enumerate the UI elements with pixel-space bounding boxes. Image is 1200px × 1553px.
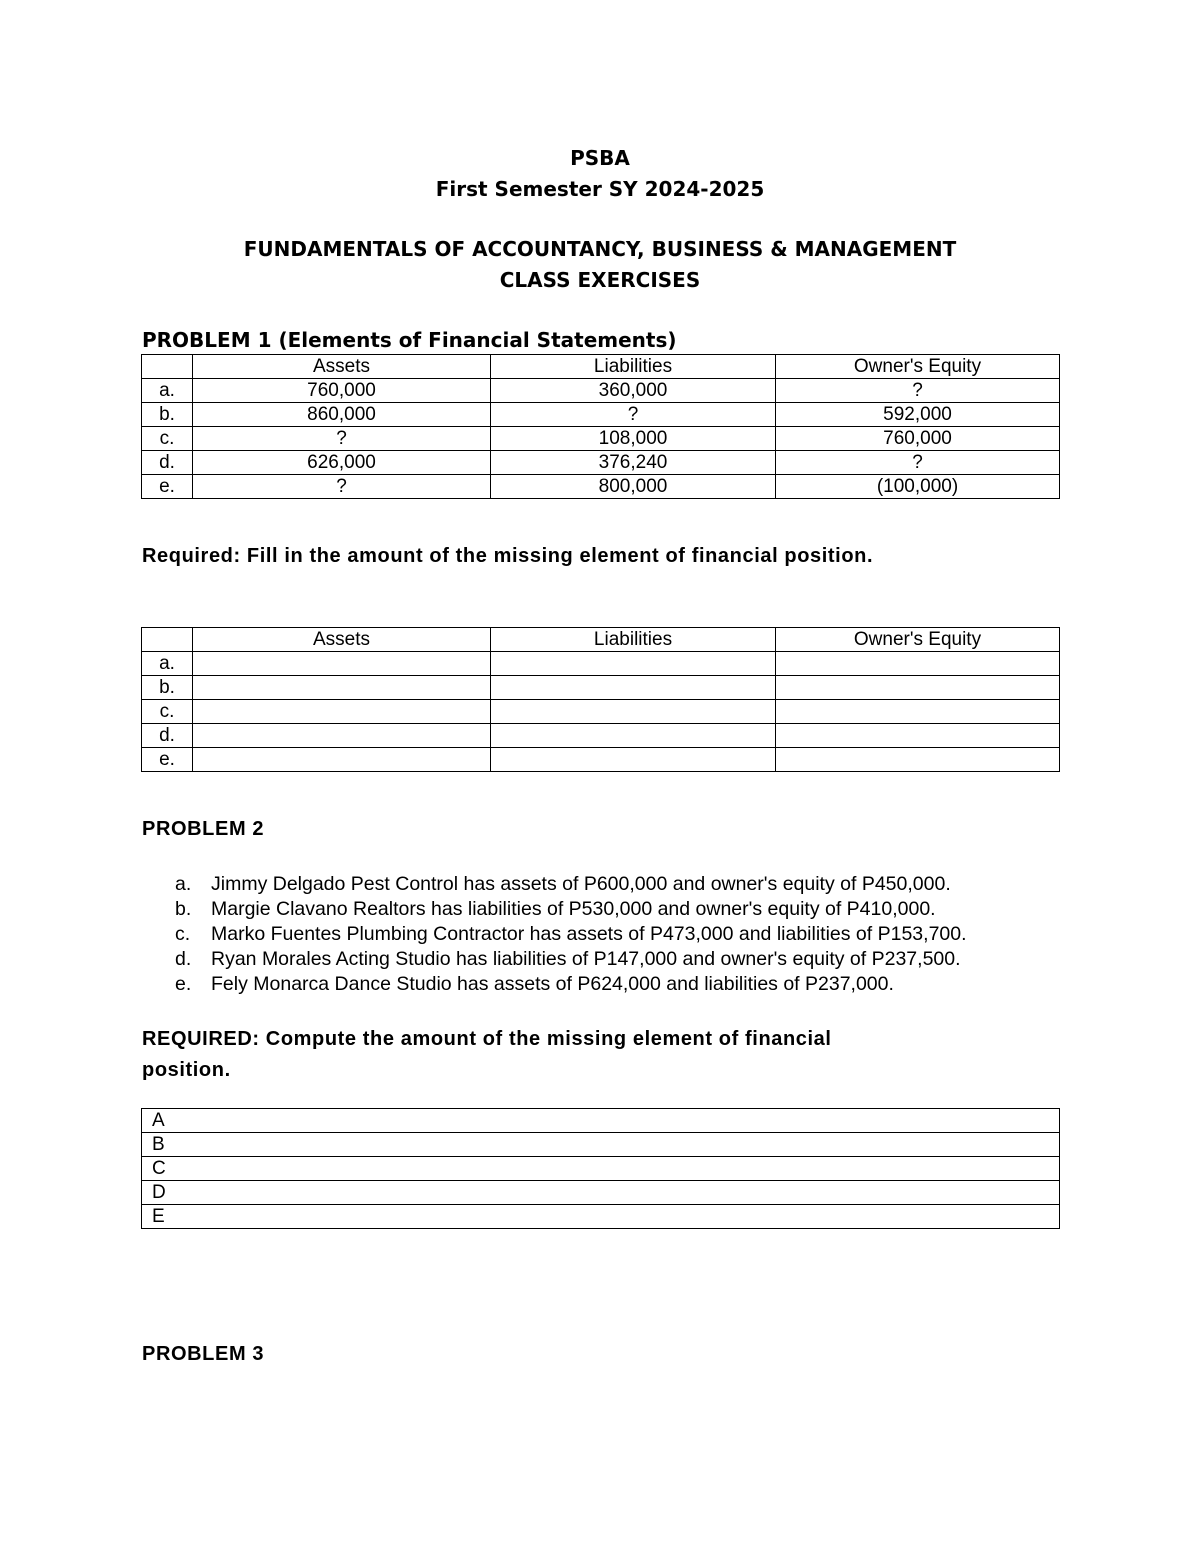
- course-title: FUNDAMENTALS OF ACCOUNTANCY, BUSINESS & MANAGEMENT: [243, 237, 957, 261]
- assets-cell: ?: [193, 475, 491, 499]
- table-row: [142, 1157, 1060, 1181]
- problem1-required: Required: Fill in the amount of the missing element of financial position.: [142, 545, 874, 567]
- answer-row-label[interactable]: C: [142, 1157, 1060, 1181]
- assets-answer-cell[interactable]: [193, 748, 491, 772]
- column-header-liabilities: Liabilities: [491, 355, 776, 379]
- liabilities-cell: 108,000: [491, 427, 776, 451]
- row-label: b.: [142, 676, 193, 700]
- equity-cell: 760,000: [776, 427, 1060, 451]
- problem1-answer-table: [141, 627, 1060, 772]
- list-item: [175, 947, 967, 972]
- table-row: [142, 652, 1060, 676]
- list-marker: c.: [175, 923, 191, 945]
- problem3-title: PROBLEM 3: [142, 1343, 265, 1365]
- liabilities-answer-cell[interactable]: [491, 724, 776, 748]
- school-name: PSBA: [570, 146, 630, 170]
- list-item-text: Jimmy Delgado Pest Control has assets of P600,000 and owner's equity of P450,000.: [211, 873, 951, 895]
- column-header-equity: Owner's Equity: [776, 355, 1060, 379]
- assets-answer-cell[interactable]: [193, 700, 491, 724]
- assets-answer-cell[interactable]: [193, 724, 491, 748]
- row-label: d.: [142, 451, 193, 475]
- semester-line: First Semester SY 2024-2025: [435, 177, 765, 201]
- list-marker: d.: [175, 948, 192, 970]
- liabilities-answer-cell[interactable]: [491, 676, 776, 700]
- equity-answer-cell[interactable]: [776, 700, 1060, 724]
- problem2-answer-table: [141, 1108, 1060, 1229]
- assets-cell: 760,000: [193, 379, 491, 403]
- column-header: [142, 355, 193, 379]
- row-label: b.: [142, 403, 193, 427]
- row-label: c.: [142, 700, 193, 724]
- row-label: e.: [142, 475, 193, 499]
- answer-row-label[interactable]: D: [142, 1181, 1060, 1205]
- equity-answer-cell[interactable]: [776, 676, 1060, 700]
- list-item-text: Margie Clavano Realtors has liabilities of P530,000 and owner's equity of P410,000.: [211, 898, 936, 920]
- problem2-required-line2: position.: [142, 1059, 231, 1081]
- table-header-row: [142, 628, 1060, 652]
- list-item-text: Marko Fuentes Plumbing Contractor has assets of P473,000 and liabilities of P153,700.: [211, 923, 967, 945]
- problem1-table: [141, 354, 1060, 499]
- list-marker: e.: [175, 973, 192, 995]
- problem2-title: PROBLEM 2: [142, 818, 265, 840]
- problem1-title: PROBLEM 1 (Elements of Financial Statements): [142, 328, 677, 352]
- table-row: [142, 475, 1060, 499]
- column-header-equity: Owner's Equity: [776, 628, 1060, 652]
- table-row: [142, 379, 1060, 403]
- table-row: [142, 427, 1060, 451]
- list-item: [175, 922, 967, 947]
- liabilities-cell: 376,240: [491, 451, 776, 475]
- answer-row-label[interactable]: A: [142, 1109, 1060, 1133]
- liabilities-cell: 360,000: [491, 379, 776, 403]
- row-label: a.: [142, 652, 193, 676]
- column-header-assets: Assets: [193, 355, 491, 379]
- list-marker: b.: [175, 898, 192, 920]
- exercise-subtitle: CLASS EXERCISES: [499, 268, 701, 292]
- column-header-liabilities: Liabilities: [491, 628, 776, 652]
- table-row: [142, 724, 1060, 748]
- table-row: [142, 403, 1060, 427]
- list-item-text: Ryan Morales Acting Studio has liabilities of P147,000 and owner's equity of P237,500.: [211, 948, 961, 970]
- column-header-assets: Assets: [193, 628, 491, 652]
- list-marker: a.: [175, 873, 192, 895]
- row-label: a.: [142, 379, 193, 403]
- equity-cell: 592,000: [776, 403, 1060, 427]
- table-row: [142, 1133, 1060, 1157]
- answer-row-label[interactable]: B: [142, 1133, 1060, 1157]
- table-row: [142, 1205, 1060, 1229]
- list-item: [175, 897, 967, 922]
- row-label: c.: [142, 427, 193, 451]
- table-row: [142, 748, 1060, 772]
- liabilities-answer-cell[interactable]: [491, 700, 776, 724]
- list-item: [175, 872, 967, 897]
- column-header: [142, 628, 193, 652]
- assets-cell: ?: [193, 427, 491, 451]
- liabilities-answer-cell[interactable]: [491, 652, 776, 676]
- table-row: [142, 1181, 1060, 1205]
- assets-answer-cell[interactable]: [193, 676, 491, 700]
- equity-answer-cell[interactable]: [776, 652, 1060, 676]
- table-header-row: [142, 355, 1060, 379]
- answer-row-label[interactable]: E: [142, 1205, 1060, 1229]
- assets-cell: 860,000: [193, 403, 491, 427]
- row-label: e.: [142, 748, 193, 772]
- table-row: [142, 676, 1060, 700]
- liabilities-cell: ?: [491, 403, 776, 427]
- assets-answer-cell[interactable]: [193, 652, 491, 676]
- table-row: [142, 451, 1060, 475]
- liabilities-answer-cell[interactable]: [491, 748, 776, 772]
- problem2-required-line1: REQUIRED: Compute the amount of the missing element of financial: [142, 1028, 832, 1050]
- row-label: d.: [142, 724, 193, 748]
- liabilities-cell: 800,000: [491, 475, 776, 499]
- list-item: [175, 972, 967, 997]
- problem2-list: [175, 872, 967, 997]
- equity-cell: (100,000): [776, 475, 1060, 499]
- list-item-text: Fely Monarca Dance Studio has assets of P624,000 and liabilities of P237,000.: [211, 973, 894, 995]
- table-row: [142, 1109, 1060, 1133]
- equity-answer-cell[interactable]: [776, 724, 1060, 748]
- equity-cell: ?: [776, 451, 1060, 475]
- assets-cell: 626,000: [193, 451, 491, 475]
- equity-answer-cell[interactable]: [776, 748, 1060, 772]
- equity-cell: ?: [776, 379, 1060, 403]
- table-row: [142, 700, 1060, 724]
